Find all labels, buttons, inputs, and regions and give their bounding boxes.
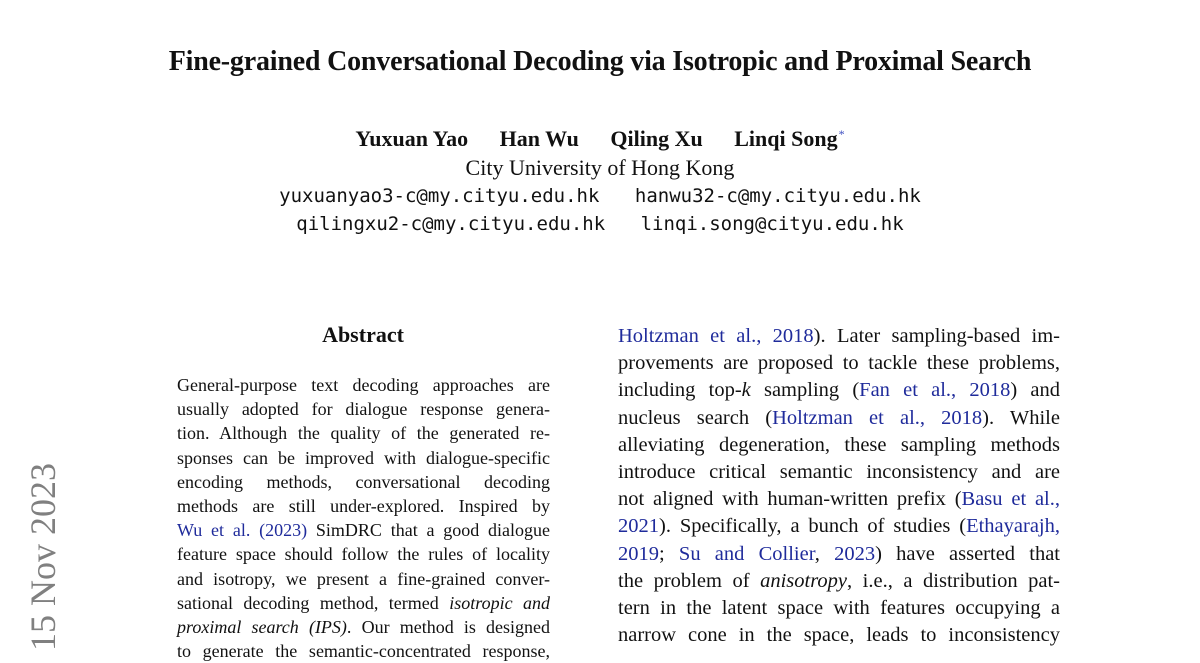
abstract-line: proximal search (IPS). Our method is designed — [177, 617, 550, 638]
affiliation: City University of Hong Kong — [465, 155, 735, 180]
abstract-line: tion. Although the quality of the generated re- — [177, 423, 550, 444]
body-line: introduce critical semantic inconsistency and are — [618, 461, 1060, 484]
author-name: Han Wu — [499, 126, 579, 151]
abstract-line: sational decoding method, termed isotropic and — [177, 592, 550, 613]
abstract-text — [177, 373, 550, 663]
body-line: tern in the latent space with features occupying a — [618, 597, 1060, 620]
author-name: Yuxuan Yao — [355, 126, 469, 151]
author-email: yuxuanyao3-c@my.cityu.edu.hk — [279, 185, 600, 207]
abstract-line: and isotropy, we present a fine-grained conver- — [177, 568, 550, 589]
body-line: narrow cone in the space, leads to inconsistency — [618, 624, 1060, 647]
author-email: hanwu32-c@my.cityu.edu.hk — [634, 185, 921, 207]
abstract-heading: Abstract — [322, 322, 404, 347]
body-line: provements are proposed to tackle these problems, — [618, 352, 1060, 375]
author-name: Qiling Xu — [610, 126, 703, 151]
abstract-line: sponses can be improved with dialogue-specific — [177, 447, 550, 468]
body-line: including top-k sampling (Fan et al., 2018) and — [618, 379, 1060, 402]
arxiv-margin-date: 15 Nov 2023 — [23, 463, 63, 651]
abstract-line: feature space should follow the rules of locality — [177, 544, 550, 565]
email-row — [0, 213, 1200, 235]
author-email: qilingxu2-c@my.cityu.edu.hk — [296, 213, 606, 235]
author-list — [0, 126, 1200, 152]
abstract-line: methods are still under-explored. Inspired by — [177, 496, 550, 517]
email-row — [0, 185, 1200, 207]
body-line: Holtzman et al., 2018). Later sampling-based im- — [618, 325, 1060, 347]
body-line: alleviating degeneration, these sampling methods — [618, 433, 1060, 456]
abstract-line: Wu et al. (2023) SimDRC that a good dialogue — [177, 520, 551, 541]
author-name: Linqi Song — [734, 126, 838, 151]
abstract-line: encoding methods, conversational decoding — [177, 471, 550, 492]
author-name-corresponding — [734, 126, 844, 151]
body-line: 2019; Su and Collier, 2023) have asserted that — [618, 542, 1060, 565]
introduction-text — [618, 323, 1060, 649]
corresponding-author-mark: * — [838, 127, 845, 141]
abstract-line: to generate the semantic-concentrated response, — [177, 641, 550, 662]
abstract-line: General-purpose text decoding approaches are — [177, 375, 550, 395]
body-line: the problem of anisotropy, i.e., a distribution pat- — [618, 569, 1060, 592]
body-line: not aligned with human-written prefix (Basu et al., — [618, 488, 1060, 511]
author-email: linqi.song@cityu.edu.hk — [640, 213, 904, 235]
abstract-line: usually adopted for dialogue response genera- — [177, 399, 550, 420]
paper-title: Fine-grained Conversational Decoding via Isotropic and Proximal Search — [168, 46, 1032, 77]
body-line: nucleus search (Holtzman et al., 2018). While — [618, 406, 1060, 429]
body-line: 2021). Specifically, a bunch of studies (Ethayarajh, — [618, 515, 1060, 538]
